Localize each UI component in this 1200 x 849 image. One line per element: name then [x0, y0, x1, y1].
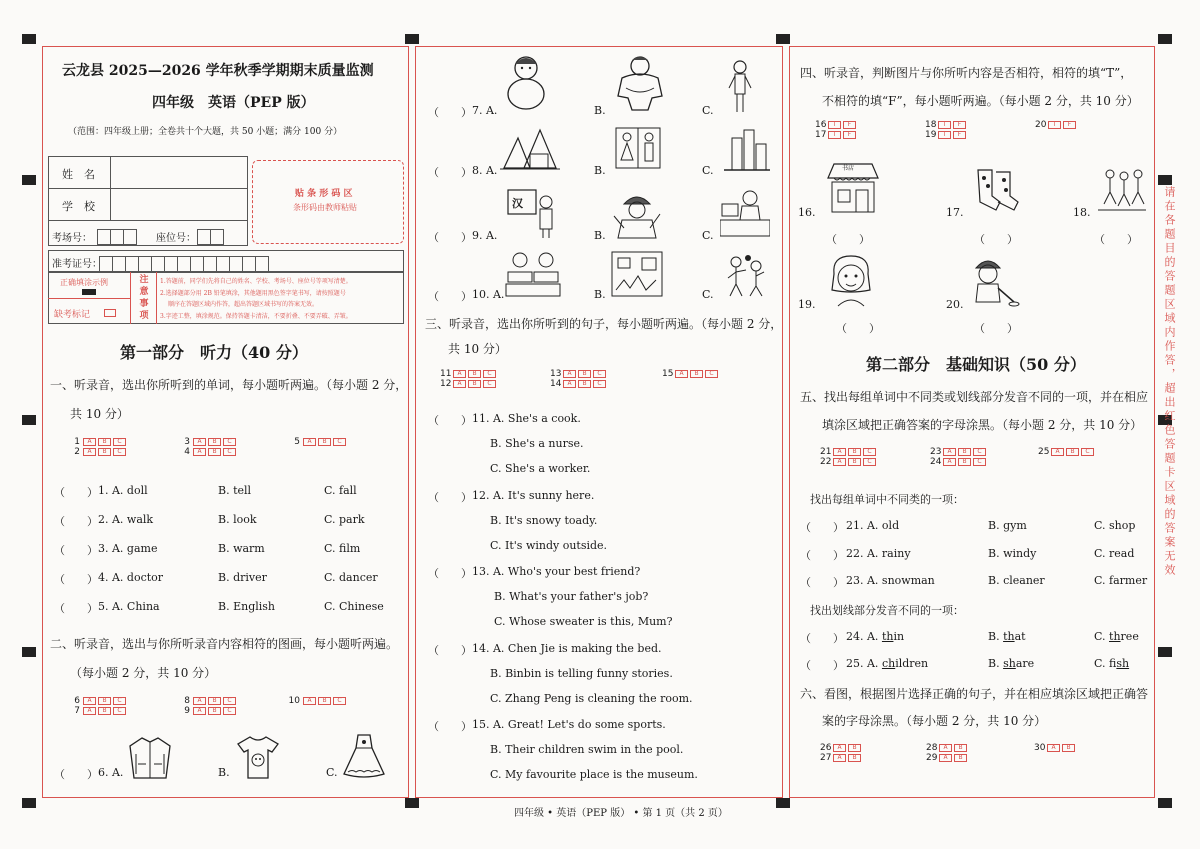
answer-paren[interactable]: （ ）: [54, 515, 98, 528]
fill-example-mark: [82, 289, 96, 295]
position-mark: [22, 175, 36, 185]
exam-subtitle: 四年级 英语（PEP 版）: [152, 95, 315, 111]
answer-paren[interactable]: （ ）: [428, 490, 472, 504]
dress-picture: [342, 732, 386, 780]
option-c: C. read: [1094, 546, 1135, 560]
answer-paren[interactable]: （ ）: [428, 567, 472, 580]
q7-c-label: C.: [702, 104, 714, 117]
ticket-digit-box[interactable]: [151, 256, 165, 272]
option-a: 24. A. thin: [846, 630, 905, 643]
barcode-title: 贴 条 形 码 区: [295, 189, 353, 199]
answer-grid-20[interactable]: 20 T F: [1035, 120, 1078, 130]
answer-paren[interactable]: （ ）: [800, 659, 844, 672]
position-mark: [22, 647, 36, 657]
position-mark: [776, 34, 790, 44]
jacket-picture: [128, 734, 172, 780]
option-c: C. film: [324, 542, 361, 555]
q6-a-label: 6. A.: [98, 766, 124, 779]
ticket-digit-box[interactable]: [99, 256, 113, 272]
option-b: B. share: [988, 657, 1035, 670]
q19-label: 19.: [798, 298, 816, 311]
option-b: B. English: [218, 600, 275, 613]
q10-c-label: C.: [702, 288, 714, 301]
thin-man-picture: [726, 58, 754, 114]
girl-picture: [826, 254, 876, 308]
option-c: C. three: [1094, 630, 1139, 643]
socks-picture: [974, 168, 1020, 212]
q7-paren: （ ）: [428, 106, 472, 119]
option-c: C. It's windy outside.: [490, 538, 608, 552]
sec4-title: 四、听录音，判断图片与你所听内容是否相符，相符的填“T”，: [800, 66, 1133, 80]
q9-b-label: B.: [594, 229, 606, 242]
sec5-title: 五、找出每组单词中不同类或划线部分发音不同的一项，并在相应: [800, 390, 1149, 404]
option-c: C. My favourite place is the museum.: [490, 768, 698, 781]
ticket-digit-box[interactable]: [255, 256, 269, 272]
option-a: 14. A. Chen Jie is making the bed.: [472, 641, 662, 655]
q6-b-label: B.: [218, 766, 230, 779]
option-b: B. She's a nurse.: [490, 437, 584, 450]
option-a: 4. A. doctor: [98, 571, 164, 584]
q8-c-label: C.: [702, 164, 714, 177]
option-c: C. fish: [1094, 657, 1130, 670]
q18-paren[interactable]: （ ）: [1094, 233, 1138, 246]
missing-checkbox[interactable]: [104, 309, 116, 317]
seat-boxes[interactable]: [198, 226, 224, 245]
answer-grid-21-22[interactable]: 21 A B C 22 A B C: [820, 447, 878, 467]
answer-grid-5[interactable]: 5 A B C: [290, 437, 348, 447]
option-c: C. dancer: [324, 571, 378, 584]
ticket-digit-box[interactable]: [229, 256, 243, 272]
ticket-digit-box[interactable]: [177, 256, 191, 272]
q17-label: 17.: [946, 206, 964, 219]
q7-b-label: B.: [594, 104, 606, 117]
answer-paren[interactable]: （ ）: [428, 414, 472, 427]
option-b: B. that: [988, 630, 1026, 643]
option-c: C. fall: [324, 484, 357, 497]
notice-3: 顺序在答题区域内作答，超出答题区域书写的答案无效。: [168, 301, 319, 308]
board-character: 汉: [512, 197, 523, 210]
option-a: 2. A. walk: [98, 513, 154, 526]
q19-paren[interactable]: （ ）: [836, 322, 880, 335]
option-a: 13. A. Who's your best friend?: [472, 565, 641, 578]
option-a: 21. A. old: [846, 519, 900, 532]
ticket-digit-box[interactable]: [112, 256, 126, 272]
answer-paren[interactable]: （ ）: [54, 573, 98, 586]
park-picture: [500, 124, 560, 172]
notice-label: 注意事项: [139, 275, 149, 321]
sec5-phonics-item: [800, 630, 1150, 646]
sec5-item: [800, 519, 1150, 535]
sec4-title-cont: 不相符的填“F”，每小题听两遍。（每小题 2 分，共 10 分）: [822, 94, 1139, 108]
ticket-digit-box[interactable]: [138, 256, 152, 272]
q8-a-label: 8. A.: [472, 164, 498, 177]
notice-1: 1.答题前，同学们先将自己的姓名、学校、考场号、座位号等项写清楚。: [160, 278, 352, 285]
q9-c-label: C.: [702, 229, 714, 242]
sec2-title-cont: （每小题 2 分，共 10 分）: [70, 666, 217, 680]
ticket-digit-box[interactable]: [216, 256, 230, 272]
name-field[interactable]: [112, 160, 244, 186]
ticket-boxes[interactable]: [100, 253, 269, 272]
answer-paren[interactable]: （ ）: [54, 486, 98, 499]
cleaner-boy-picture: [964, 252, 1020, 308]
position-mark: [1158, 175, 1172, 185]
sec1-item: [54, 513, 394, 529]
office-worker-picture: [720, 186, 770, 238]
answer-grid-18-19[interactable]: 18 T F 19 T F: [925, 120, 968, 140]
ticket-digit-box[interactable]: [125, 256, 139, 272]
option-c: C. Zhang Peng is cleaning the room.: [490, 691, 693, 705]
option-a: 23. A. snowman: [846, 574, 935, 587]
option-b: B. cleaner: [988, 574, 1045, 587]
answer-paren[interactable]: （ ）: [54, 544, 98, 557]
chubby-man-picture: [500, 52, 552, 112]
q16-paren[interactable]: （ ）: [826, 233, 870, 246]
answer-grid-6-7[interactable]: 6 A B C 7 A B C: [70, 696, 128, 716]
option-c: C. Chinese: [324, 600, 384, 613]
position-mark: [22, 415, 36, 425]
sec5-title-cont: 填涂区域把正确答案的字母涂黑。（每小题 2 分，共 10 分）: [822, 418, 1143, 432]
option-b: B. What's your father's job?: [494, 590, 649, 603]
option-c: C. Whose sweater is this, Mum?: [494, 615, 673, 628]
answer-paren[interactable]: （ ）: [800, 521, 844, 534]
school-field[interactable]: [112, 192, 244, 218]
option-b: B. look: [218, 513, 257, 526]
sec1-item: [54, 484, 394, 500]
option-b: B. Binbin is telling funny stories.: [490, 666, 673, 680]
q10-paren: （ ）: [428, 290, 472, 303]
q9-paren: （ ）: [428, 231, 472, 244]
exam-scope: （范围：四年级上册；全卷共十个大题，共 50 小题；满分 100 分）: [68, 127, 343, 137]
position-mark: [405, 34, 419, 44]
messy-room-picture: [610, 250, 664, 298]
fill-example-label: 正确填涂示例: [60, 278, 108, 287]
option-a: 25. A. children: [846, 657, 929, 670]
position-mark: [22, 798, 36, 808]
option-b: B. tell: [218, 484, 252, 497]
sec6-title: 六、看图，根据图片选择正确的句子，并在相应填涂区域把正确答: [800, 687, 1149, 701]
answer-grid-25[interactable]: 25 A B C: [1038, 447, 1096, 457]
seat-label: 座位号：: [156, 233, 196, 244]
q10-b-label: B.: [594, 288, 606, 301]
option-a: 12. A. It's sunny here.: [472, 488, 595, 502]
q9-a-label: 9. A.: [472, 229, 498, 242]
option-c: C. shop: [1094, 519, 1136, 532]
exam-room-label: 考场号：: [52, 233, 92, 244]
city-buildings-picture: [724, 128, 770, 172]
position-mark: [776, 798, 790, 808]
ticket-digit-box[interactable]: [164, 256, 178, 272]
answer-paren[interactable]: （ ）: [800, 576, 844, 589]
q8-b-label: B.: [594, 164, 606, 177]
option-b: B. gym: [988, 519, 1027, 532]
sec5-item: [800, 574, 1150, 590]
option-a: 11. A. She's a cook.: [472, 412, 581, 425]
q17-paren[interactable]: （ ）: [974, 233, 1018, 246]
missing-label: 缺考标记: [54, 310, 91, 320]
position-mark: [405, 798, 419, 808]
option-a: 3. A. game: [98, 542, 158, 555]
ticket-digit-box[interactable]: [190, 256, 204, 272]
sec5-sub2: 找出划线部分发音不同的一项：: [810, 604, 964, 617]
answer-grid-28-29[interactable]: 28 A B 29 A B: [926, 743, 969, 763]
sec5-sub1: 找出每组单词中不同类的一项：: [810, 493, 964, 506]
part2-title: 第二部分 基础知识（50 分）: [866, 355, 1086, 374]
option-a: 15. A. Great! Let's do some sports.: [472, 718, 666, 731]
playing-kids-picture: [722, 252, 768, 298]
ticket-digit-box[interactable]: [242, 256, 256, 272]
answer-grid-11-12[interactable]: 11 A B C 12 A B C: [440, 369, 498, 389]
option-c: C. farmer: [1094, 574, 1148, 587]
worker-picture: [610, 188, 664, 240]
notice-2: 2.选择题部分用 2B 铅笔填涂，其他题用黑色签字笔书写，请按照题号: [160, 290, 346, 297]
restroom-picture: [614, 126, 662, 170]
answer-grid-30[interactable]: 30 A B: [1034, 743, 1077, 753]
ticket-label: 准考证号：: [52, 259, 102, 270]
answer-grid-10[interactable]: 10 A B C: [284, 696, 348, 706]
sec1-item: [54, 600, 394, 616]
answer-grid-8-9[interactable]: 8 A B C 9 A B C: [180, 696, 238, 716]
sec1-title: 一、听录音，选出你所听到的单词，每小题听两遍。（每小题 2 分，: [50, 378, 408, 392]
answer-paren[interactable]: （ ）: [800, 632, 844, 645]
exam-title: 云龙县 2025—2026 学年秋季学期期末质量监测: [62, 63, 374, 79]
q16-label: 16.: [798, 206, 816, 219]
option-b: B. windy: [988, 546, 1037, 560]
option-a: 22. A. rainy: [846, 546, 911, 560]
sec2-title: 二、听录音，选出与你所听录音内容相符的图画，每小题听两遍。: [50, 637, 399, 651]
q20-paren[interactable]: （ ）: [974, 322, 1018, 335]
sec5-item: [800, 547, 1150, 563]
exam-room-boxes[interactable]: [98, 226, 137, 245]
q6-paren: （ ）: [54, 768, 98, 781]
page-footer: 四年级 • 英语（PEP 版） • 第 1 页（共 2 页）: [514, 808, 728, 819]
answer-grid-16-17[interactable]: 16 T F 17 T F: [815, 120, 858, 140]
answer-paren[interactable]: （ ）: [800, 548, 844, 562]
ticket-digit-box[interactable]: [203, 256, 217, 272]
sec1-title-cont: 共 10 分）: [70, 407, 129, 421]
option-b: B. It's snowy toady.: [490, 513, 598, 527]
barcode-note: 条形码由教师粘贴: [293, 203, 357, 212]
option-a: 5. A. China: [98, 600, 160, 613]
notice-4: 3.字迹工整，填涂规范。保持答题卡清洁，不要折叠、不要弄破、弄皱。: [160, 313, 352, 320]
option-a: 1. A. doll: [98, 484, 148, 497]
side-warning-note: 请在各题目的答题区域内作答，超出红色答题卡区域的答案无效: [1163, 186, 1176, 578]
option-b: B. Their children swim in the pool.: [490, 743, 684, 756]
q7-a-label: 7. A.: [472, 104, 498, 117]
q8-paren: （ ）: [428, 166, 472, 179]
option-c: C. She's a worker.: [490, 462, 591, 475]
position-mark: [1158, 34, 1172, 44]
option-b: B. warm: [218, 542, 265, 555]
school-label: 学 校: [62, 200, 95, 213]
sec6-title-cont: 案的字母涂黑。（每小题 2 分，共 10 分）: [822, 714, 1047, 728]
answer-grid-13-14[interactable]: 13 A B C 14 A B C: [550, 369, 608, 389]
answer-paren[interactable]: （ ）: [54, 602, 98, 615]
answer-grid-23-24[interactable]: 23 A B C 24 A B C: [930, 447, 988, 467]
q10-a-label: 10. A.: [472, 288, 505, 301]
sec3-title-cont: 共 10 分）: [448, 342, 507, 356]
answer-grid-15[interactable]: 15 A B C: [662, 369, 720, 379]
name-label: 姓 名: [62, 168, 95, 181]
children-reading-picture: [504, 250, 562, 298]
answer-paren[interactable]: （ ）: [428, 720, 472, 733]
bookstore-sign: 书店: [842, 165, 855, 172]
sec1-item: [54, 571, 394, 587]
answer-grid-3-4[interactable]: 3 A B C 4 A B C: [180, 437, 238, 457]
sec1-item: [54, 542, 394, 558]
position-mark: [22, 34, 36, 44]
sec3-title: 三、听录音，选出你所听到的句子，每小题听两遍。（每小题 2 分，: [425, 317, 783, 331]
position-mark: [1158, 798, 1172, 808]
q18-label: 18.: [1073, 206, 1091, 219]
sec5-phonics-item: [800, 657, 1150, 673]
option-c: C. park: [324, 513, 365, 526]
answer-grid-1-5[interactable]: 1 A B C 2 A B C: [70, 437, 128, 457]
q6-c-label: C.: [326, 766, 338, 779]
kids-sports-picture: [1098, 166, 1146, 212]
answer-grid-26-27[interactable]: 26 A B 27 A B: [820, 743, 863, 763]
tshirt-picture: [236, 734, 280, 780]
strong-man-picture: [612, 52, 668, 112]
option-b: B. driver: [218, 571, 267, 584]
q20-label: 20.: [946, 298, 964, 311]
answer-paren[interactable]: （ ）: [428, 643, 472, 657]
part1-title: 第一部分 听力（40 分）: [120, 343, 308, 362]
